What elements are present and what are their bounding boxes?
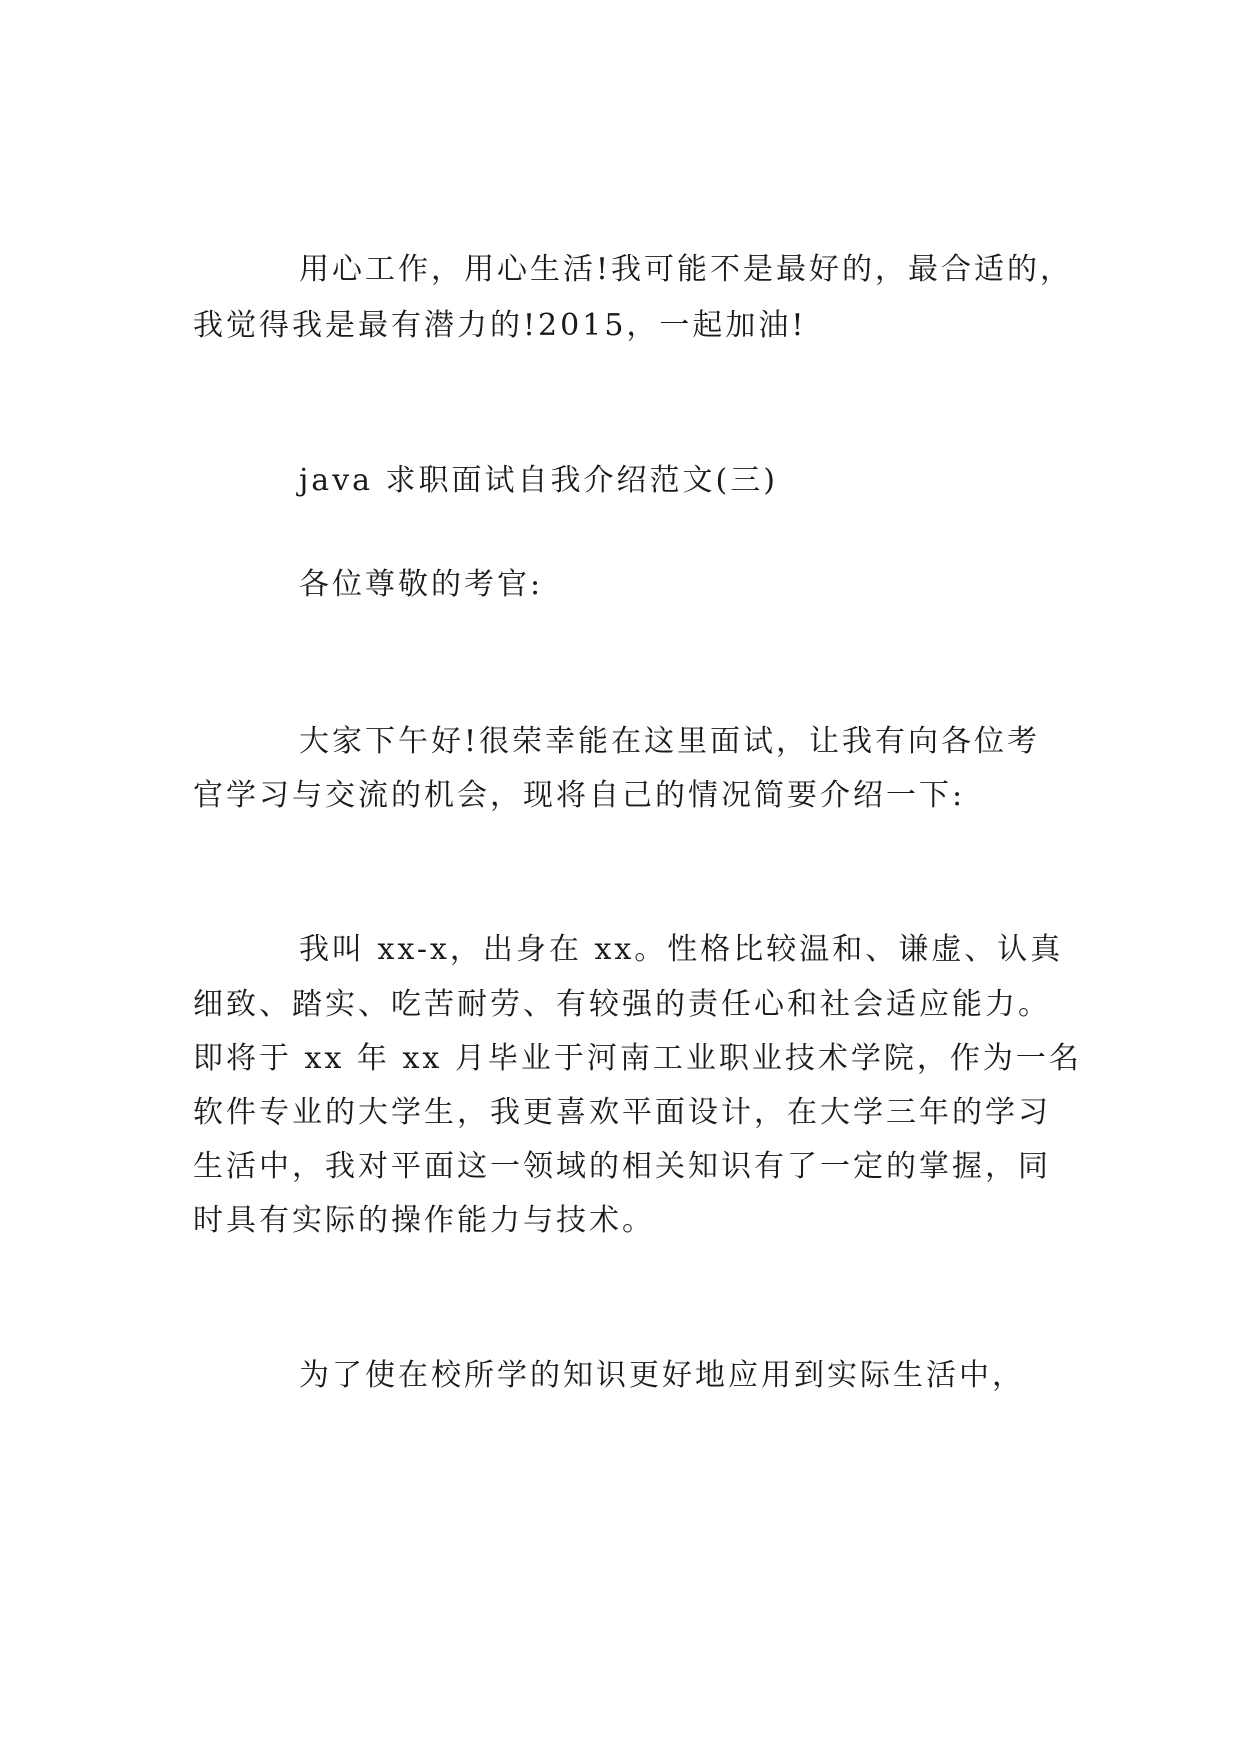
salutation: 各位尊敬的考官: <box>299 567 544 602</box>
paragraph-3-line-2: 细致、踏实、吃苦耐劳、有较强的责任心和社会适应能力。 <box>193 987 1051 1022</box>
paragraph-1-line-1: 用心工作，用心生活!我可能不是最好的，最合适的， <box>299 252 1074 287</box>
section-heading: java 求职面试自我介绍范文(三) <box>299 463 778 498</box>
paragraph-3-line-5: 生活中，我对平面这一领域的相关知识有了一定的掌握，同 <box>193 1149 1051 1184</box>
paragraph-3-line-1: 我叫 xx-x，出身在 xx。性格比较温和、谦虚、认真 <box>299 932 1064 967</box>
paragraph-3-line-6: 时具有实际的操作能力与技术。 <box>193 1203 655 1238</box>
paragraph-3-line-4: 软件专业的大学生，我更喜欢平面设计，在大学三年的学习 <box>193 1095 1051 1130</box>
paragraph-1-line-2: 我觉得我是最有潜力的!2015，一起加油! <box>193 308 807 343</box>
paragraph-2-line-2: 官学习与交流的机会，现将自己的情况简要介绍一下: <box>193 778 966 813</box>
paragraph-3-line-3: 即将于 xx 年 xx 月毕业于河南工业职业技术学院，作为一名 <box>193 1041 1082 1076</box>
paragraph-2-line-1: 大家下午好!很荣幸能在这里面试，让我有向各位考 <box>299 724 1041 759</box>
paragraph-4-line-1: 为了使在校所学的知识更好地应用到实际生活中， <box>299 1358 1025 1393</box>
